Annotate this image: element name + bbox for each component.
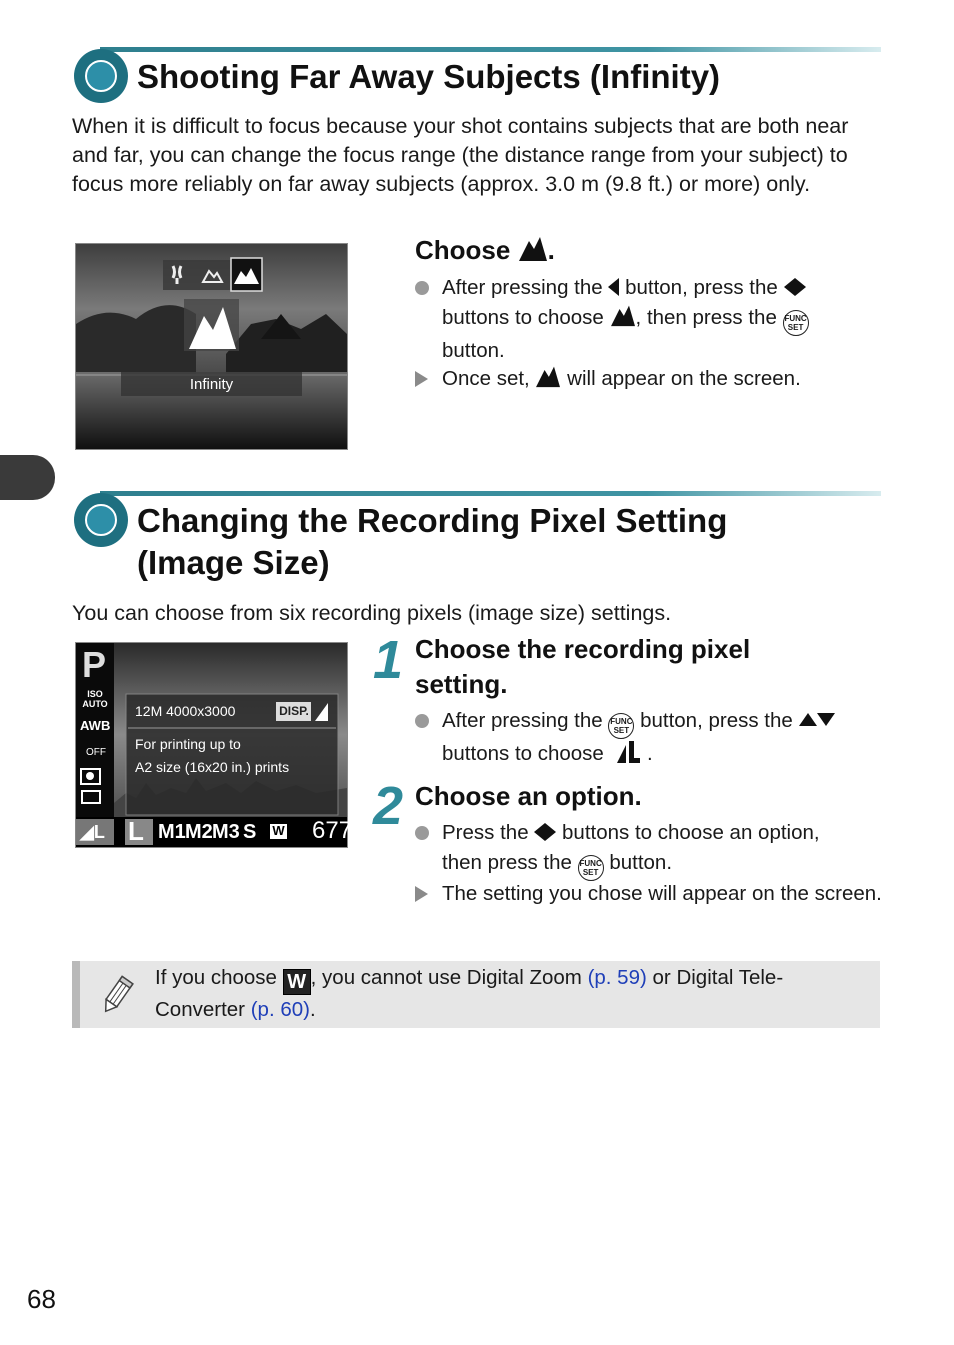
step-number-2: 2 (373, 776, 404, 836)
right-arrow-icon (795, 278, 806, 296)
screen-awb-icon: AWB (80, 718, 111, 733)
screen-size-line: 12M 4000x3000 (135, 703, 236, 719)
screen-current-size-icon: ◢L (80, 822, 105, 842)
screen-iso-icon: ISO AUTO (82, 689, 108, 709)
page-link-59[interactable]: (p. 59) (587, 966, 647, 989)
section-header-bar (100, 47, 881, 52)
section-title: Shooting Far Away Subjects (Infinity) (137, 58, 721, 95)
section-title-line1: Changing the Recording Pixel Setting (137, 502, 728, 539)
page-link-60[interactable]: (p. 60) (250, 998, 310, 1021)
section-bullet-icon (74, 49, 128, 103)
bullet-dot (415, 826, 429, 840)
camera-screen-infinity (75, 243, 348, 450)
section-intro: You can choose from six recording pixels (image size) settings. (72, 601, 672, 625)
right-arrow-icon (545, 823, 556, 841)
screen-shots-remaining: 677 (312, 817, 353, 844)
screen-option-s: S (243, 821, 257, 843)
step-number-1: 1 (373, 630, 404, 690)
step-title-choose-infinity: Choose . (415, 235, 555, 265)
screen-option-w: W (272, 823, 285, 838)
left-arrow-icon (534, 823, 545, 841)
screen-desc-line1: For printing up to (135, 736, 241, 752)
page-number: 68 (27, 1284, 56, 1314)
pencil-icon (98, 975, 136, 1017)
landscape-photo (76, 244, 347, 449)
screen-desc-line2: A2 size (16x20 in.) prints (135, 759, 290, 775)
left-arrow-icon (608, 278, 619, 296)
down-arrow-icon (817, 713, 835, 726)
result-triangle-icon (415, 886, 428, 902)
infinity-mountain-icon (610, 303, 636, 327)
screen-mode-label: P (82, 644, 107, 685)
step-title-2: Choose an option. (415, 781, 642, 811)
camera-screen-image-size (75, 642, 353, 848)
note-box (72, 961, 880, 1028)
result-triangle-icon (415, 371, 428, 387)
up-arrow-icon (799, 713, 817, 726)
section-header-bar (100, 491, 881, 496)
note-side-bar (72, 961, 80, 1028)
step-title-1-line1: Choose the recording pixel (415, 634, 751, 664)
chapter-side-tab (0, 455, 55, 500)
step-title-1-line2: setting. (415, 669, 508, 699)
image-size-large-icon (615, 739, 641, 765)
screen-flash-off-icon: OFF (86, 747, 106, 758)
section-bullet-icon (74, 493, 128, 547)
screen-option-l: L (128, 816, 144, 846)
note-text: If you choose W , you cannot use Digital Zoom (p. 59) or Digital Tele-Converter (p. 60). (155, 966, 784, 1021)
screen-disp-label: DISP. (279, 704, 309, 718)
func-set-icon: FUNC SET (608, 713, 634, 739)
section-title-line2: (Image Size) (137, 544, 330, 581)
widescreen-w-icon: W (283, 969, 311, 995)
bullet-dot (415, 281, 429, 295)
screen-option-m2: M2 (185, 821, 213, 843)
func-set-icon: FUNC SET (783, 310, 809, 336)
section-intro: When it is difficult to focus because your shot contains subjects that are both near and far, you can change the focus range (the distance range from your subject) to focus more reliably on far away subjects (approx. 3.0 m (9.8 ft.) or more) only. (72, 114, 849, 196)
bullet-dot (415, 714, 429, 728)
infinity-mountain-icon (518, 234, 548, 262)
screen-option-m1: M1 (158, 821, 186, 843)
screen-label-infinity: Infinity (189, 376, 234, 393)
screen-option-m3: M3 (212, 821, 240, 843)
step-title-text: Choose (415, 235, 511, 265)
infinity-mountain-icon (535, 364, 561, 388)
func-set-icon: FUNC SET (578, 855, 604, 881)
left-arrow-icon (784, 278, 795, 296)
